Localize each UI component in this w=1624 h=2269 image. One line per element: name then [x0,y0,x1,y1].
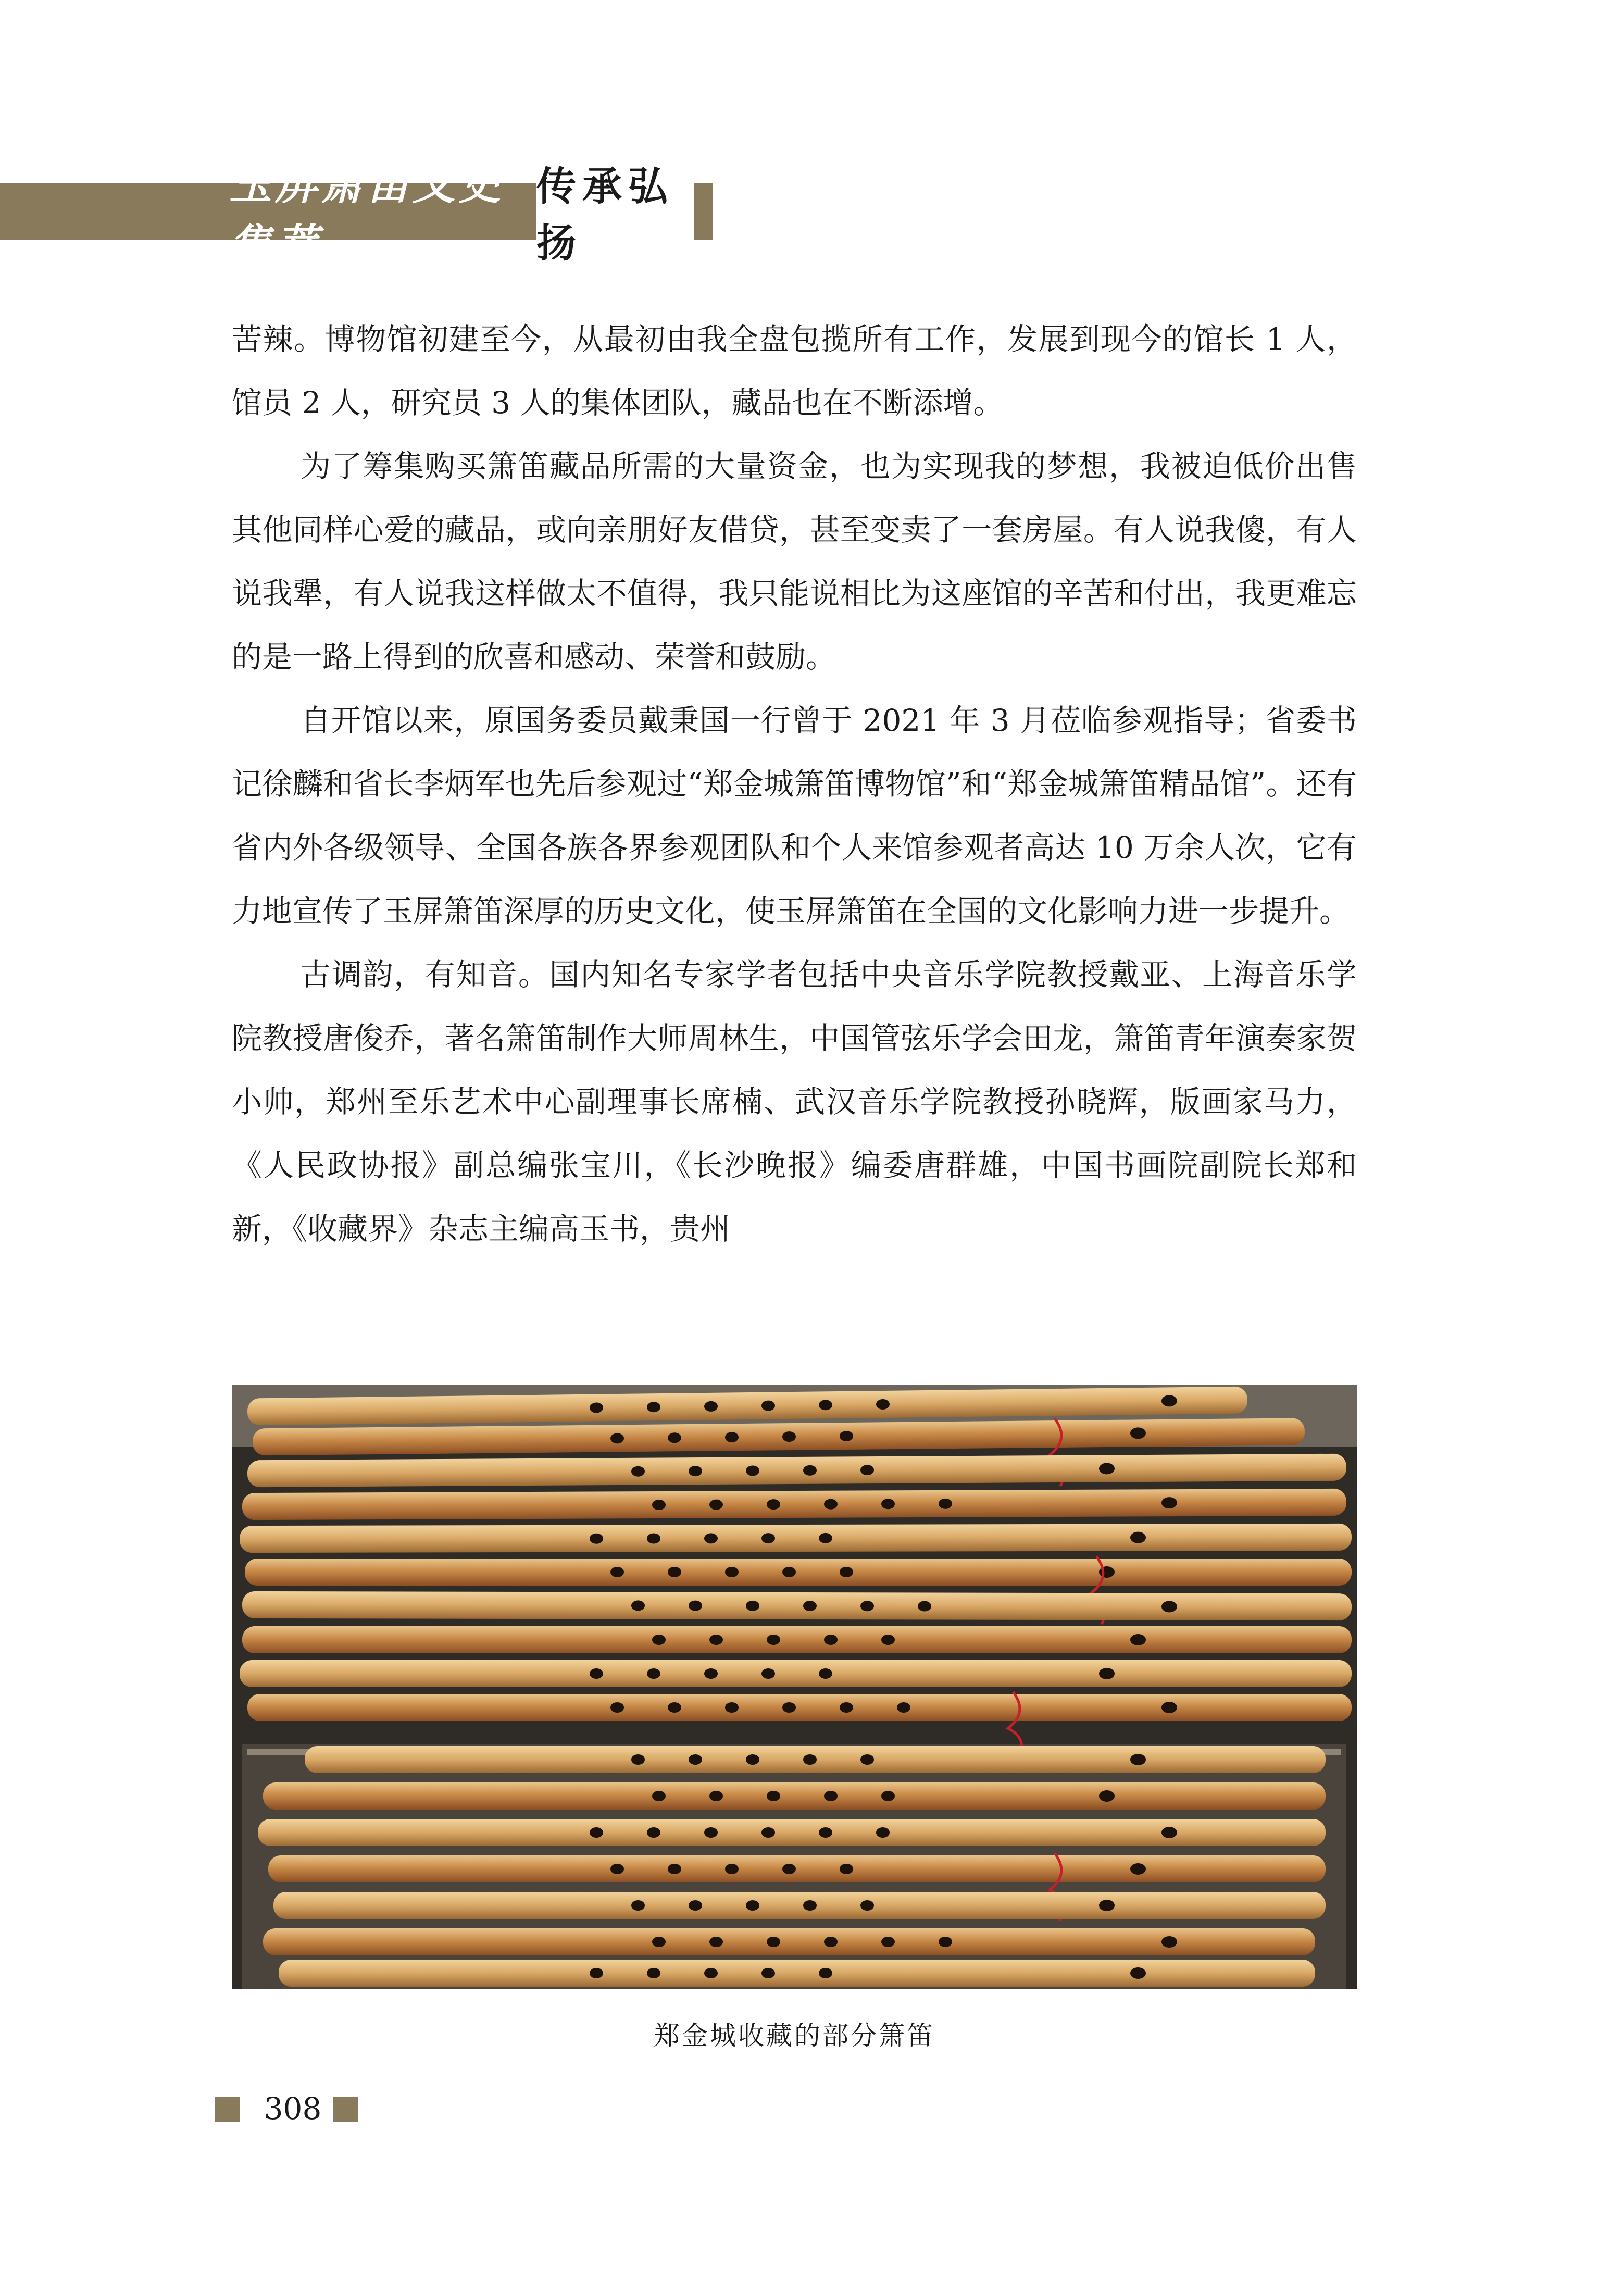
paragraph: 苦辣。博物馆初建至今，从最初由我全盘包揽所有工作，发展到现今的馆长 1 人，馆员 2 人，研究员 3 人的集体团队，藏品也在不断添增。 [232,321,1357,420]
flute [240,1660,1352,1687]
flute [242,1489,1346,1520]
flute [242,1626,1352,1653]
flutes-illustration [232,1385,1357,1989]
header-mark [694,183,713,240]
page-marker-right [333,2097,358,2122]
flute [240,1524,1352,1553]
flute [305,1746,1326,1773]
section-title: 传承弘扬 [536,163,674,266]
paragraph: 古调韵，有知音。国内知名专家学者包括中央音乐学院教授戴亚、上海音乐学院教授唐俊乔，著名箫笛制作大师周林生，中国管弦乐学会田龙，箫笛青年演奏家贺小帅，郑州至乐艺术中心副理事长席楠、武汉音乐学院教授孙晓辉，版画家马力，《人民政协报》副总编张宝川，《长沙晚报》编委唐群雄，中国书画院副院长郑和新，《收藏界》杂志主编高玉书，贵州 [232,957,1357,1246]
page-number: 308 [264,2091,322,2126]
page-marker-left [215,2097,240,2122]
series-title: 玉屏箫笛文史集萃 [229,159,504,270]
body-text [232,307,1357,1261]
flute [263,1928,1315,1955]
flute [273,1892,1326,1919]
paragraph: 自开馆以来，原国务委员戴秉国一行曾于 2021 年 3 月莅临参观指导；省委书记徐麟和省长李炳军也先后参观过“郑金城箫笛博物馆”和“郑金城箫笛精品馆”。还有省内外各级领导、全国各族各界参观团队和个人来馆参观者高达 10 万余人次，它有力地宣传了玉屏箫笛深厚的历史文化，使玉屏箫笛在全国的文化影响力进一步提升。 [232,703,1357,929]
paragraph: 为了筹集购买箫笛藏品所需的大量资金，也为实现我的梦想，我被迫低价出售其他同样心爱的藏品，或向亲朋好友借贷，甚至变卖了一套房屋。有人说我傻，有人说我犟，有人说我这样做太不值得，我只能说相比为这座馆的辛苦和付出，我更难忘的是一路上得到的欣喜和感动、荣誉和鼓励。 [232,448,1357,675]
flute [263,1782,1326,1810]
flute [279,1960,1315,1987]
flute [242,1591,1352,1620]
flute [258,1819,1326,1846]
flutes-photo [232,1385,1357,1989]
figure-caption: 郑金城收藏的部分箫笛 [654,2021,935,2051]
